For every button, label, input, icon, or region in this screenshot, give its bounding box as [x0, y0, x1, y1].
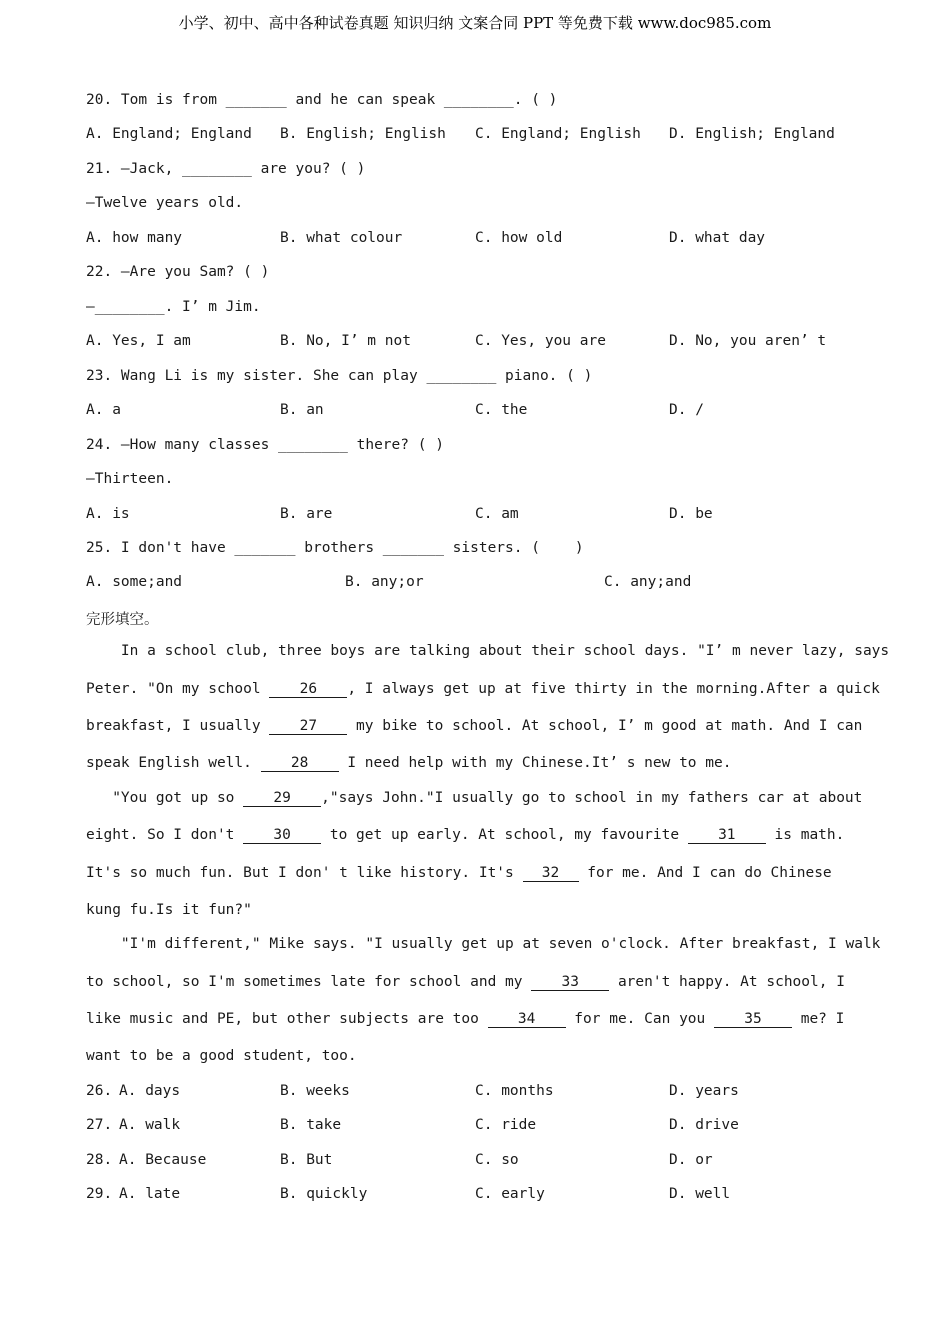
option-c: C. England; English [475, 126, 641, 142]
option-c: C. Yes, you are [475, 333, 606, 349]
passage-line [86, 681, 880, 698]
passage-line [86, 827, 866, 844]
option-a: A. England; England [86, 126, 252, 142]
option-b: B. are [280, 506, 333, 522]
blank-27: 27 [269, 718, 347, 735]
option-b: B. quickly [280, 1186, 368, 1202]
passage-text: to school, so I'm sometimes late for school and my [86, 974, 532, 990]
blank-30: 30 [243, 827, 321, 844]
blank-32: 32 [523, 865, 579, 882]
option-c: C. the [475, 402, 528, 418]
question-answer-line: —Twelve years old. [86, 195, 244, 211]
passage-text: breakfast, I usually [86, 718, 270, 734]
question-stem: 23. Wang Li is my sister. She can play ________ piano. ( ) [86, 368, 593, 384]
question-answer-line: —Thirteen. [86, 471, 174, 487]
question-stem: 20. Tom is from _______ and he can speak ________. ( ) [86, 92, 558, 108]
passage-text: "You got up so [86, 790, 244, 806]
option-d: D. years [669, 1083, 739, 1099]
passage-line: In a school club, three boys are talking about their school days. "I’ m never lazy, says [86, 643, 890, 659]
passage-line [86, 1011, 866, 1028]
passage-text: It's so much fun. But I don' t like history. It's [86, 865, 523, 881]
passage-text: to get up early. At school, my favourite [321, 827, 688, 843]
blank-35: 35 [714, 1011, 792, 1028]
passage-text: speak English well. [86, 755, 261, 771]
question-stem: 21. —Jack, ________ are you? ( ) [86, 161, 366, 177]
option-d: D. / [669, 402, 704, 418]
option-a: A. is [86, 506, 130, 522]
option-b: B. any;or [345, 574, 424, 590]
blank-34: 34 [488, 1011, 566, 1028]
option-d: D. well [669, 1186, 731, 1202]
option-d: D. English; England [669, 126, 835, 142]
blank-28: 28 [261, 755, 339, 772]
option-d: D. No, you aren’ t [669, 333, 827, 349]
option-b: B. take [280, 1117, 342, 1133]
option-a: A. late [119, 1186, 181, 1202]
question-answer-line: —________. I’ m Jim. [86, 299, 261, 315]
passage-text: ,"says John."I usually go to school in my fathers car at about [321, 790, 863, 806]
option-a: A. walk [119, 1117, 181, 1133]
option-d: D. what day [669, 230, 766, 246]
question-number: 27. [86, 1117, 113, 1133]
passage-line [86, 755, 866, 772]
option-d: D. or [669, 1152, 713, 1168]
question-stem: 22. —Are you Sam? ( ) [86, 264, 270, 280]
option-b: B. weeks [280, 1083, 350, 1099]
passage-text: I need help with my Chinese.It’ s new to me. [338, 755, 732, 771]
passage-text: , I always get up at five thirty in the morning.After a quick [347, 681, 880, 697]
option-c: C. early [475, 1186, 545, 1202]
option-c: C. ride [475, 1117, 537, 1133]
passage-text: Peter. "On my school [86, 681, 270, 697]
passage-line: want to be a good student, too. [86, 1048, 357, 1064]
passage-text: aren't happy. At school, I [609, 974, 845, 990]
option-b: B. what colour [280, 230, 403, 246]
passage-text: for me. Can you [565, 1011, 714, 1027]
passage-line [86, 718, 866, 735]
option-a: A. Yes, I am [86, 333, 191, 349]
option-d: D. be [669, 506, 713, 522]
option-c: C. so [475, 1152, 519, 1168]
blank-26: 26 [269, 681, 347, 698]
passage-line: "I'm different," Mike says. "I usually get up at seven o'clock. After breakfast, I walk [86, 936, 881, 952]
option-a: A. Because [119, 1152, 207, 1168]
passage-line: kung fu.Is it fun?" [86, 902, 252, 918]
question-number: 29. [86, 1186, 113, 1202]
passage-line [86, 974, 866, 991]
option-a: A. a [86, 402, 121, 418]
passage-text: my bike to school. At school, I’ m good at math. And I can [347, 718, 863, 734]
blank-29: 29 [243, 790, 321, 807]
option-a: A. some;and [86, 574, 183, 590]
passage-text: for me. And I can do Chinese [578, 865, 832, 881]
option-a: A. days [119, 1083, 181, 1099]
question-number: 26. [86, 1083, 113, 1099]
blank-31: 31 [688, 827, 766, 844]
passage-line [86, 790, 866, 807]
passage-line [86, 865, 866, 882]
page-header: 小学、初中、高中各种试卷真题 知识归纳 文案合同 PPT 等免费下载 www.doc985.com [178, 14, 772, 32]
option-b: B. No, I’ m not [280, 333, 411, 349]
option-b: B. But [280, 1152, 333, 1168]
option-d: D. drive [669, 1117, 739, 1133]
passage-text: like music and PE, but other subjects are too [86, 1011, 488, 1027]
question-stem: 25. I don't have _______ brothers _______ sisters. ( ) [86, 540, 584, 556]
option-b: B. English; English [280, 126, 446, 142]
option-a: A. how many [86, 230, 183, 246]
option-c: C. any;and [604, 574, 692, 590]
section-title: 完形填空。 [86, 612, 159, 628]
option-b: B. an [280, 402, 324, 418]
question-number: 28. [86, 1152, 113, 1168]
question-stem: 24. —How many classes ________ there? ( ) [86, 437, 444, 453]
option-c: C. months [475, 1083, 554, 1099]
passage-text: eight. So I don't [86, 827, 244, 843]
blank-33: 33 [531, 974, 609, 991]
passage-text: me? I [791, 1011, 845, 1027]
option-c: C. am [475, 506, 519, 522]
passage-text: is math. [765, 827, 845, 843]
option-c: C. how old [475, 230, 563, 246]
